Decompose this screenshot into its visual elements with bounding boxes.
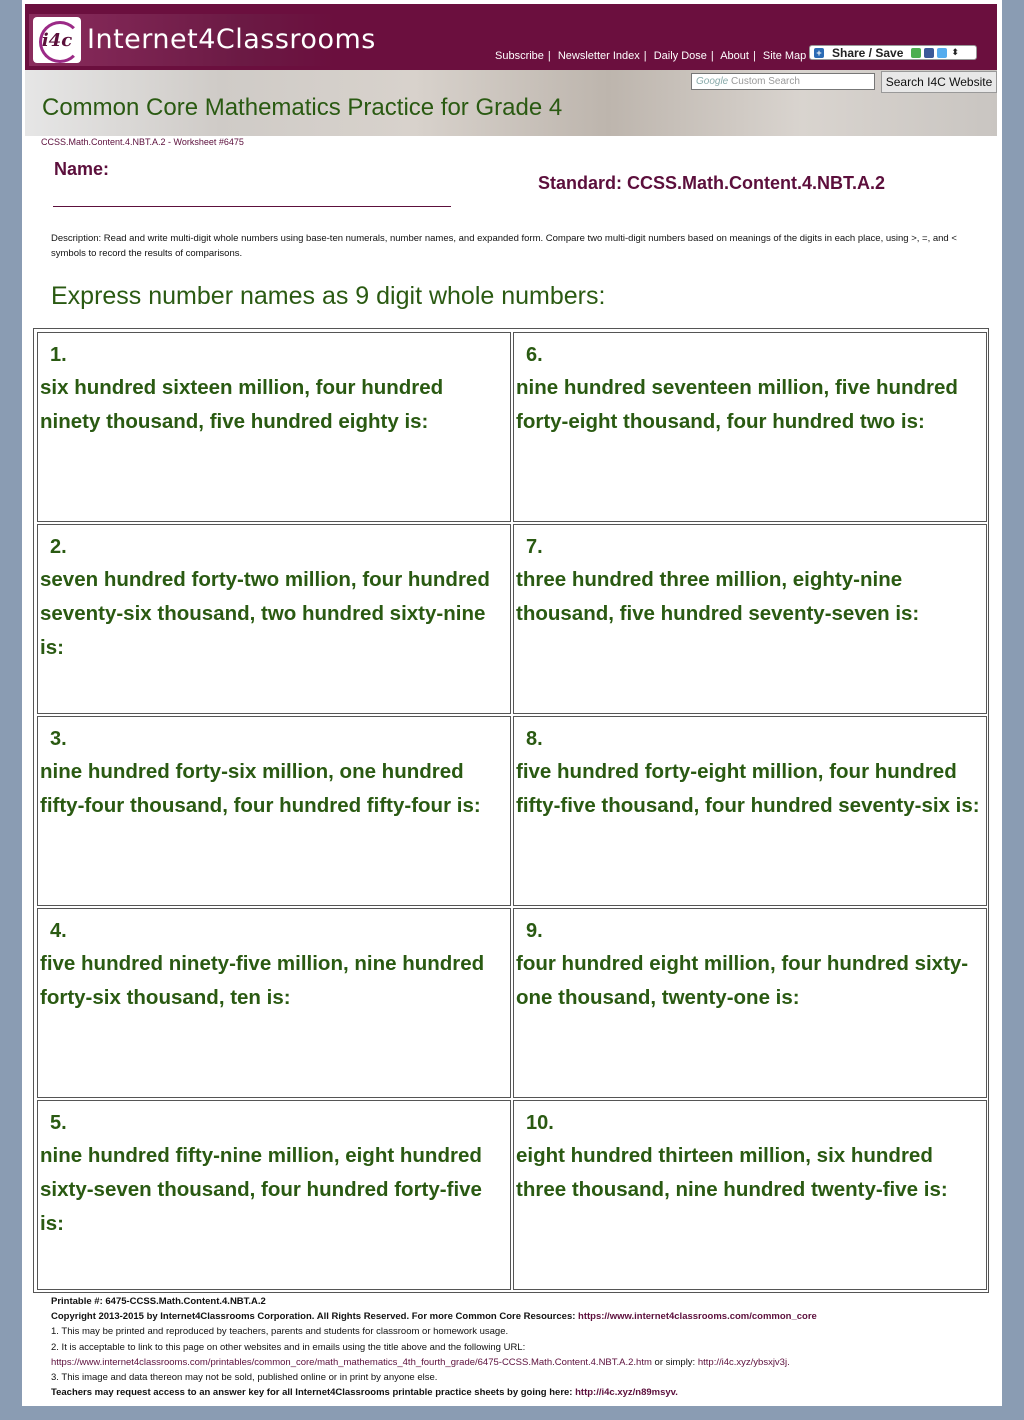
answer-key-line (51, 1385, 991, 1400)
i4c-logo-icon (33, 17, 81, 63)
question-cell (513, 908, 987, 1098)
copyright-text: Copyright 2013-2015 by Internet4Classrooms Corporation. All Rights Reserved. For more Common Core Resources: (51, 1311, 576, 1323)
email-share-icon (911, 48, 921, 58)
question-number: 10. (526, 1112, 554, 1134)
question-text: five hundred ninety-five million, nine hundred forty-six thousand, ten is: (40, 952, 485, 1009)
plus-icon: + (814, 48, 824, 58)
short-url-link[interactable]: http://i4c.xyz/ybsxjv3j. (697, 1356, 790, 1368)
banner (25, 70, 997, 136)
page-title: Common Core Mathematics Practice for Grade 4 (42, 94, 563, 121)
question-number: 3. (50, 728, 67, 750)
nav-daily-dose[interactable]: Daily Dose (653, 50, 707, 62)
chevron-updown-icon: ⬍ (951, 47, 959, 57)
question-text: four hundred eight million, four hundred sixty-one thousand, twenty-one is: (516, 952, 969, 1009)
question-cell (513, 524, 987, 714)
note-2: 2. It is acceptable to link to this page on other websites and in emails using the title above and the following URL: (51, 1341, 526, 1353)
description: Description: Read and write multi-digit whole numbers using base-ten numerals, number names, and expanded form. Compare two multi-digit numbers based on meanings of the digits in each place, using >, =, and < symbols to record the results of comparisons. (51, 233, 957, 259)
top-navigation: Subscribe | Newsletter Index | Daily Dose | About | Site Map (495, 50, 807, 62)
long-url-link[interactable]: https://www.internet4classrooms.com/printables/common_core/math_mathematics_4th_fourth_grade/6475-CCSS.Math.Content.4.NBT.A.2.htm (51, 1356, 652, 1368)
question-number: 9. (526, 920, 543, 942)
question-text: nine hundred seventeen million, five hundred forty-eight thousand, four hundred two is: (516, 376, 958, 433)
question-cell (513, 716, 987, 906)
printable-number: Printable #: 6475-CCSS.Math.Content.4.NBT.A.2 (51, 1296, 266, 1307)
google-logo: Google (696, 76, 729, 87)
question-cell (513, 332, 987, 522)
instruction: Express number names as 9 digit whole numbers: (51, 282, 606, 310)
name-line (53, 206, 451, 207)
logo-text: Internet4Classrooms (87, 24, 376, 55)
question-text: seven hundred forty-two million, four hundred seventy-six thousand, two hundred sixty-nine is: (40, 568, 490, 659)
twitter-icon (937, 48, 947, 58)
question-cell (37, 908, 511, 1098)
question-text: six hundred sixteen million, four hundred ninety thousand, five hundred eighty is: (40, 376, 444, 433)
note-3: 3. This image and data thereon may not be sold, published online or in print by anyone else. (51, 1372, 438, 1384)
note-1: 1. This may be printed and reproduced by teachers, parents and students for classroom or homework usage. (51, 1326, 509, 1338)
nav-newsletter-index[interactable]: Newsletter Index (557, 50, 640, 62)
site-header (25, 4, 997, 70)
footer (51, 1294, 991, 1400)
site-logo[interactable] (29, 14, 376, 66)
nav-subscribe[interactable]: Subscribe (495, 50, 544, 62)
answer-key-link[interactable]: http://i4c.xyz/n89msyv. (575, 1387, 678, 1399)
share-label: Share / Save (832, 45, 904, 60)
question-text: nine hundred fifty-nine million, eight hundred sixty-seven thousand, four hundred forty-five is: (40, 1144, 482, 1235)
facebook-icon (924, 48, 934, 58)
question-text: nine hundred forty-six million, one hundred fifty-four thousand, four hundred fifty-four is: (40, 760, 481, 817)
question-cell (37, 1100, 511, 1290)
question-cell (37, 524, 511, 714)
answer-key-text: Teachers may request access to an answer key for all Internet4Classrooms printable practice sheets by going here: (51, 1387, 573, 1399)
question-number: 8. (526, 728, 543, 750)
nav-about[interactable]: About (720, 50, 749, 62)
question-number: 7. (526, 536, 543, 558)
question-number: 4. (50, 920, 67, 942)
logo-mark-text: i4c (41, 29, 73, 51)
question-number: 1. (50, 344, 67, 366)
question-cell (37, 716, 511, 906)
standard-label: Standard: CCSS.Math.Content.4.NBT.A.2 (538, 173, 886, 193)
nav-site-map[interactable]: Site Map (762, 50, 807, 62)
search-button[interactable]: Search I4C Website (881, 71, 997, 93)
question-number: 5. (50, 1112, 67, 1134)
common-core-link[interactable]: https://www.internet4classrooms.com/common_core (578, 1311, 817, 1323)
question-text: three hundred three million, eighty-nine thousand, five hundred seventy-seven is: (516, 568, 920, 625)
or-simply: or simply: (654, 1356, 696, 1368)
question-text: five hundred forty-eight million, four hundred fifty-five thousand, four hundred seventy-six is: (516, 760, 980, 817)
question-cell (513, 1100, 987, 1290)
worksheet-page (22, 0, 1002, 1406)
question-text: eight hundred thirteen million, six hundred three thousand, nine hundred twenty-five is: (516, 1144, 948, 1201)
copyright-line (51, 1309, 991, 1324)
question-number: 6. (526, 344, 543, 366)
share-save-button[interactable] (809, 45, 977, 60)
search-input[interactable] (691, 73, 875, 90)
question-grid (33, 328, 989, 1293)
question-number: 2. (50, 536, 67, 558)
worksheet-id: CCSS.Math.Content.4.NBT.A.2 - Worksheet #6475 (41, 137, 244, 147)
question-cell (37, 332, 511, 522)
url-line (51, 1355, 991, 1370)
search-placeholder: Custom Search (731, 76, 800, 87)
name-label: Name: (54, 159, 110, 179)
